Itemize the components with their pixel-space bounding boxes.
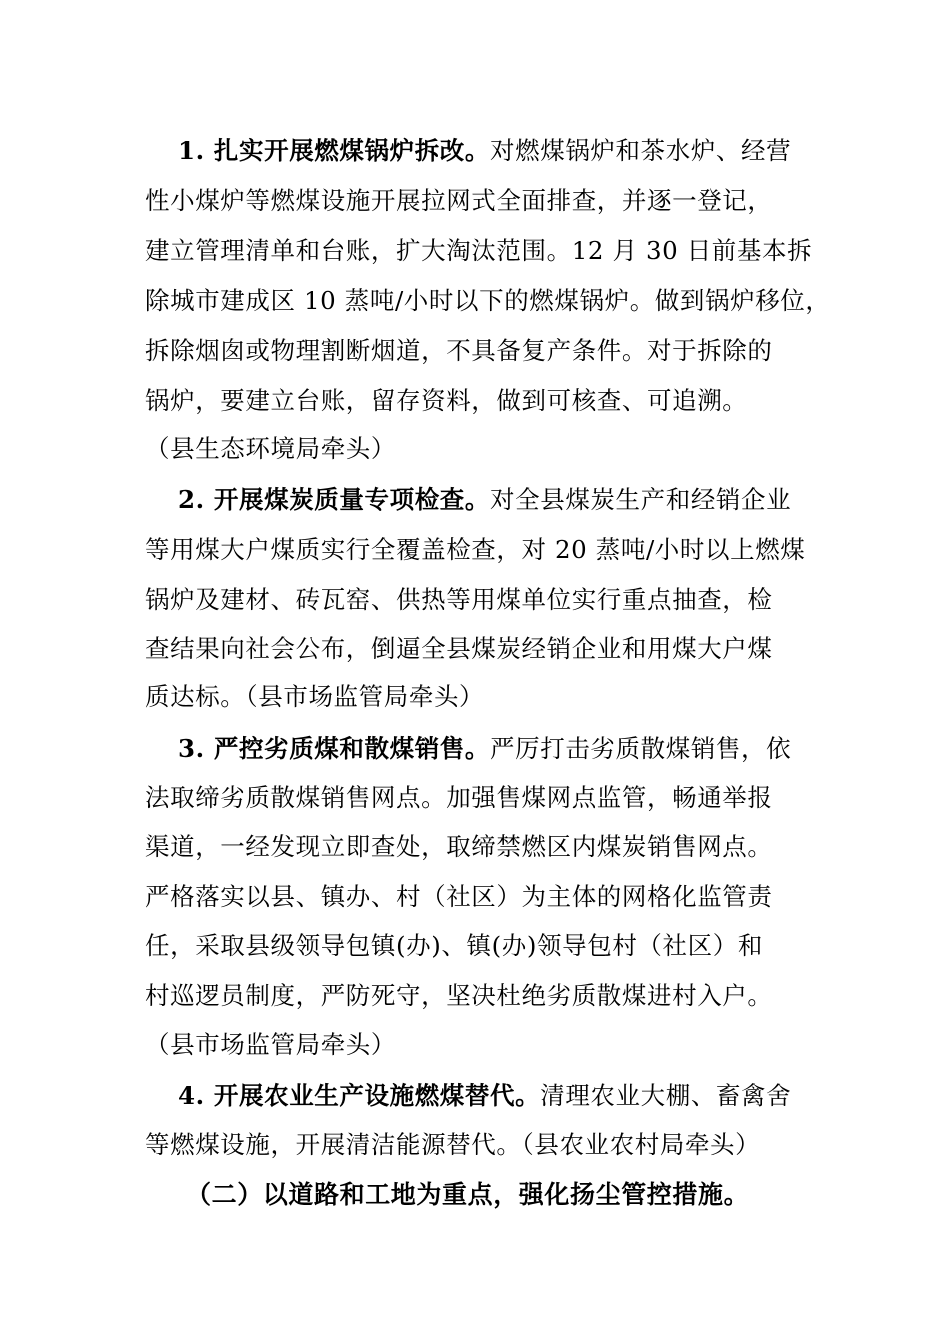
paragraph-4-line-2: 等燃煤设施，开展清洁能源替代。（县农业农村局牵头） [145,1130,761,1159]
paragraph-3-line-1 [178,729,791,769]
paragraph-3-text: 严厉打击劣质散煤销售，依 [490,734,792,763]
paragraph-1-line-4: 除城市建成区 10 蒸吨/小时以下的燃煤锅炉。做到锅炉移位， [145,286,831,315]
paragraph-2-line-4: 查结果向社会公布，倒逼全县煤炭经销企业和用煤大户煤 [145,634,773,663]
paragraph-3-line-2: 法取缔劣质散煤销售网点。加强售煤网点监管，畅通举报 [145,783,773,812]
paragraph-2-line-2: 等用煤大户煤质实行全覆盖检查，对 20 蒸吨/小时以上燃煤 [145,535,806,564]
paragraph-4-line-1 [178,1076,791,1116]
paragraph-1-line-6: 锅炉，要建立台账，留存资料，做到可核查、可追溯。 [145,386,748,415]
paragraph-1-line-7: （县生态环境局牵头） [145,434,396,463]
paragraph-1-line-3: 建立管理清单和台账，扩大淘汰范围。12 月 30 日前基本拆 [145,236,813,265]
paragraph-4-title: 4. 开展农业生产设施燃煤替代。 [178,1081,541,1110]
paragraph-1-line-1 [178,131,791,171]
paragraph-3-line-5: 任，采取县级领导包镇(办)、镇(办)领导包村（社区）和 [145,931,763,960]
paragraph-3-line-7: （县市场监管局牵头） [145,1030,396,1059]
paragraph-3-line-6: 村巡逻员制度，严防死守，坚决杜绝劣质散煤进村入户。 [145,981,773,1010]
paragraph-2-line-5: 质达标。（县市场监管局牵头） [145,682,485,711]
paragraph-1-line-2: 性小煤炉等燃煤设施开展拉网式全面排查，并逐一登记， [145,186,773,215]
paragraph-1-title: 1. 扎实开展燃煤锅炉拆改。 [178,136,491,165]
paragraph-3-title: 3. 严控劣质煤和散煤销售。 [178,734,491,763]
paragraph-4-text: 清理农业大棚、畜禽舍 [540,1081,792,1110]
paragraph-2-line-1 [178,480,791,520]
paragraph-3-line-3: 渠道，一经发现立即查处，取缔禁燃区内煤炭销售网点。 [145,832,773,861]
paragraph-2-title: 2. 开展煤炭质量专项检查。 [178,485,491,514]
paragraph-3-line-4: 严格落实以县、镇办、村（社区）为主体的网格化监管责 [145,882,773,911]
paragraph-1-text: 对燃煤锅炉和茶水炉、经营 [490,136,792,165]
section-heading: （二）以道路和工地为重点，强化扬尘管控措施。 [186,1180,750,1209]
paragraph-2-line-3: 锅炉及建材、砖瓦窑、供热等用煤单位实行重点抽查，检 [145,585,773,614]
paragraph-1-line-5: 拆除烟囱或物理割断烟道，不具备复产条件。对于拆除的 [145,336,773,365]
paragraph-2-text: 对全县煤炭生产和经销企业 [490,485,792,514]
